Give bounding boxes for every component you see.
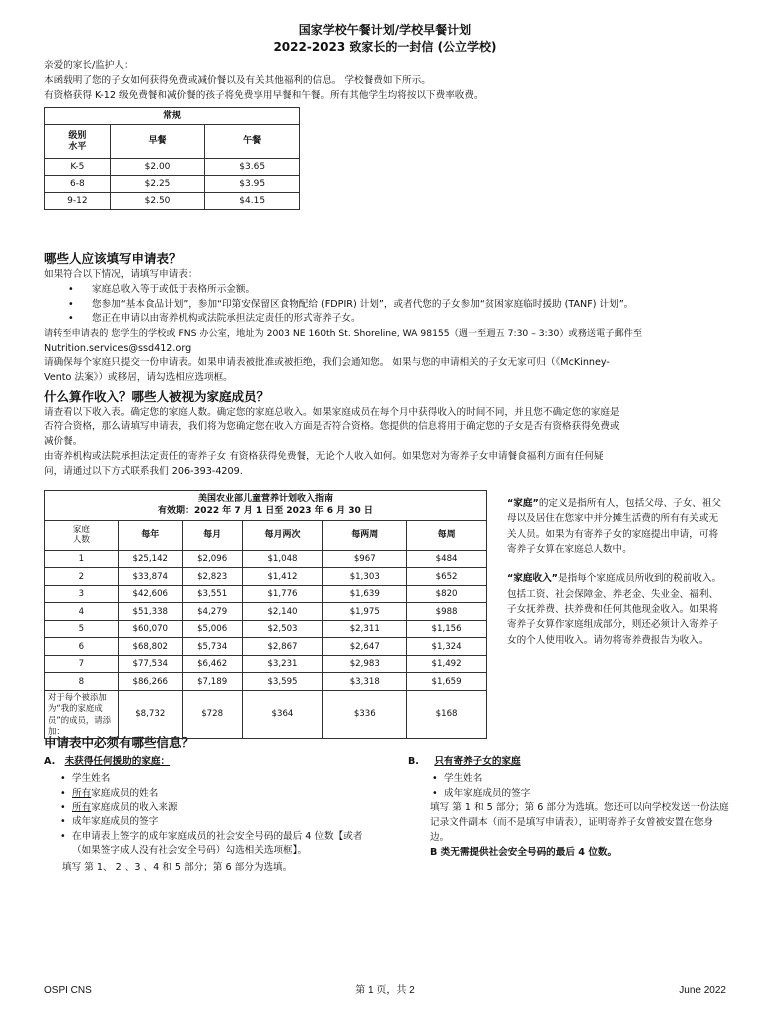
income-cell: $2,647	[323, 638, 407, 656]
income-header-size: 家庭 人数	[45, 520, 119, 550]
meal-header-lunch: 午餐	[205, 125, 300, 159]
section-b-label: B.	[408, 756, 419, 768]
section-heading-income: 什么算作收入？哪些人被视为家庭成员？	[44, 389, 270, 405]
section-a	[44, 755, 364, 875]
income-cell: $2,983	[323, 655, 407, 673]
section-b-bold-note: B 类无需提供社会安全号码的最后 4 位数。	[430, 846, 618, 858]
income-cell: $336	[323, 690, 407, 738]
income-extra-label: 对于每个被添加为“我的家庭成员”的成员，请添加：	[45, 690, 119, 738]
income-cell: $1,492	[407, 655, 487, 673]
income-paragraph-line: 减价餐。	[44, 436, 83, 448]
once-per-household-1: 请确保每个家庭只提交一份申请表。如果申请表被批准或被拒绝，我们会通知您。 如果与您的申请相关的子女无家可归（《McKinney-	[44, 357, 610, 369]
income-cell: $967	[323, 550, 407, 568]
table-row	[45, 638, 487, 656]
section-heading-who: 哪些人应该填写申请表？	[44, 251, 182, 267]
list-item: • 学生姓名	[430, 772, 728, 786]
document-title	[44, 22, 726, 57]
income-cell: $3,595	[242, 673, 323, 691]
income-cell: $1,639	[323, 585, 407, 603]
income-cell: $1,659	[407, 673, 487, 691]
income-cell: $51,338	[118, 603, 182, 621]
meal-cell: 9-12	[45, 193, 111, 210]
income-definition	[507, 571, 727, 648]
income-cell: 8	[45, 673, 119, 691]
section-b-list	[430, 772, 728, 801]
income-cell: $86,266	[118, 673, 182, 691]
income-cell: $1,776	[242, 585, 323, 603]
income-header: 每周	[407, 520, 487, 550]
footer-left: OSPI CNS	[44, 985, 92, 996]
income-cell: $2,140	[242, 603, 323, 621]
income-cell: $988	[407, 603, 487, 621]
once-per-household-2: Vento 法案》）或移居，请勾选相应选项框。	[44, 372, 233, 384]
income-cell: $168	[407, 690, 487, 738]
income-paragraph-line: 否符合资格，那么请填写申请表，我们将为您确定您在收入方面是否符合资格。您提供的信息将用于确定您的子女是否有资格获得免费或	[44, 421, 620, 433]
greeting: 亲爱的家长/监护人：	[44, 59, 134, 71]
section-a-title: 未获得任何援助的家庭：	[64, 756, 171, 768]
income-cell: $33,874	[118, 568, 182, 586]
list-item-text: 家庭成员的收入来源	[91, 802, 178, 814]
emphasis-all: 所有	[72, 802, 92, 814]
who-criteria-list	[44, 283, 726, 328]
income-header: 每两周	[323, 520, 407, 550]
income-cell: 1	[45, 550, 119, 568]
list-item: • 家庭总收入等于或低于表格所示金额。	[62, 283, 726, 298]
table-row	[45, 620, 487, 638]
title-line-1: 国家学校午餐计划/学校早餐计划	[298, 23, 472, 37]
income-cell: $652	[407, 568, 487, 586]
section-a-heading	[44, 755, 364, 770]
income-cell: $3,231	[242, 655, 323, 673]
footer-right: June 2022	[679, 985, 726, 996]
who-lead: 如果符合以下情况，请填写申请表：	[44, 268, 198, 280]
section-b-note: 填写 第 1 和 5 部分；第 6 部分为选填。您还可以向学校发送一份法庭记录文件副本（而不是填写申请表），证明寄养子女曾被安置在您身边。	[430, 802, 729, 843]
income-cell: $6,462	[182, 655, 242, 673]
income-cell: $728	[182, 690, 242, 738]
income-cell: $2,311	[323, 620, 407, 638]
meal-cell: K-5	[45, 159, 111, 176]
list-item: • 您参加“基本食品计划”，参加“印第安保留区食物配给 (FDPIR) 计划”，或者代您的子女参加“贫困家庭临时援助 (TANF) 计划”。	[62, 298, 726, 313]
income-cell: 6	[45, 638, 119, 656]
income-cell: $5,006	[182, 620, 242, 638]
family-definition-text: 的定义是指所有人，包括父母、子女、祖父母以及居住在您家中并分摊生活费的所有有关或无关人员。如果为有寄养子女的家庭提出申请，可将寄养子女算在家庭总人数中。	[507, 497, 722, 555]
income-header: 每月	[182, 520, 242, 550]
footer-page-number: 第 1 页，共 2	[355, 985, 415, 996]
section-b-heading	[408, 755, 728, 770]
table-row	[45, 603, 487, 621]
income-header: 每年	[118, 520, 182, 550]
income-cell: $2,867	[242, 638, 323, 656]
income-cell: 2	[45, 568, 119, 586]
income-cell: $68,802	[118, 638, 182, 656]
income-cell: $1,303	[323, 568, 407, 586]
income-cell: $42,606	[118, 585, 182, 603]
intro-paragraph-1: 本函载明了您的子女如何获得免费或减价餐以及有关其他福利的信息。 学校餐费如下所示。	[44, 74, 431, 86]
table-row	[45, 655, 487, 673]
income-cell: $3,318	[323, 673, 407, 691]
table-row	[45, 550, 487, 568]
submit-email: Nutrition.services@ssd412.org	[44, 342, 192, 354]
section-b-title: 只有寄养子女的家庭	[434, 756, 521, 768]
section-a-note: 填写 第 1、 2 、3 、4 和 5 部分；第 6 部分为选填。	[62, 861, 293, 873]
income-cell: $2,503	[242, 620, 323, 638]
meal-cell: $4.15	[205, 193, 300, 210]
meal-cell: $3.65	[205, 159, 300, 176]
income-cell: $2,823	[182, 568, 242, 586]
income-cell: $1,156	[407, 620, 487, 638]
foster-paragraph-line: 由寄养机构或法院承担法定责任的寄养子女 有资格获得免费餐，无论个人收入如何。如果您对为寄养子女申请餐食福利方面有任何疑	[44, 451, 604, 463]
income-cell: $3,551	[182, 585, 242, 603]
title-line-2: 2022-2023 致家长的一封信 (公立学校)	[273, 40, 497, 55]
meal-cell: 6-8	[45, 176, 111, 193]
submit-address: 请转至申请表的 您学生的学校或 FNS 办公室，地址为 2003 NE 160th St. Shoreline, WA 98155（週一至週五 7:30 – 3:30）或務送電子郵件至	[44, 328, 643, 340]
income-cell: $4,279	[182, 603, 242, 621]
income-term: “家庭收入”	[507, 573, 558, 585]
list-item	[58, 801, 364, 815]
family-term: “家庭”	[507, 497, 539, 509]
income-cell: $77,534	[118, 655, 182, 673]
meal-header-breakfast: 早餐	[110, 125, 205, 159]
income-table-caption-1: 美国农业部儿童营养计划收入指南	[197, 493, 333, 504]
table-row	[45, 159, 300, 176]
meal-price-table	[44, 107, 300, 210]
income-header: 每月两次	[242, 520, 323, 550]
list-item: • 成年家庭成员的签字	[430, 787, 728, 801]
income-cell: $1,412	[242, 568, 323, 586]
meal-cell: $2.00	[110, 159, 205, 176]
meal-header-grade: 级别 水平	[45, 125, 111, 159]
income-table-caption-2: 有效期：2022 年 7 月 1 日至 2023 年 6 月 30 日	[158, 506, 373, 517]
income-cell: $1,324	[407, 638, 487, 656]
income-cell: 4	[45, 603, 119, 621]
section-a-list	[58, 772, 364, 858]
list-item: • 您正在申请以由寄养机构或法院承担法定责任的形式寄养子女。	[62, 312, 726, 327]
income-cell: 3	[45, 585, 119, 603]
table-row	[45, 568, 487, 586]
income-cell: $2,096	[182, 550, 242, 568]
income-cell: $7,189	[182, 673, 242, 691]
income-guideline-table	[44, 490, 487, 739]
table-row	[45, 585, 487, 603]
table-row	[45, 176, 300, 193]
income-paragraph-line: 请查看以下收入表。确定您的家庭人数。确定您的家庭总收入。如果家庭成员在每个月中获得收入的时间不同，并且您不确定您的家庭是	[44, 406, 620, 418]
emphasis-all: 所有	[72, 787, 92, 799]
section-b	[408, 755, 728, 860]
foster-paragraph-line: 问，请通过以下方式联系我们 206-393-4209.	[44, 466, 243, 478]
income-cell: $364	[242, 690, 323, 738]
family-definition	[507, 496, 727, 557]
list-item: • 成年家庭成员的签字	[58, 815, 364, 829]
meal-cell: $3.95	[205, 176, 300, 193]
list-item: • 学生姓名	[58, 772, 364, 786]
table-row	[45, 673, 487, 691]
meal-cell: $2.50	[110, 193, 205, 210]
meal-table-caption: 常规	[45, 108, 300, 125]
intro-paragraph-2: 有资格获得 K-12 级免费餐和减价餐的孩子将免费享用早餐和午餐。所有其他学生均将按以下费率收费。	[44, 89, 484, 101]
income-cell: $1,975	[323, 603, 407, 621]
income-definition-text: 是指每个家庭成员所收到的税前收入。包括工资、社会保障金、养老金、失业金、福利、 子女抚养费、扶养费和任何其他现金收入。如果将寄养子女算作家庭组成部分，则还必须计入寄养子女的个人使用收入。请勿将寄养费报告为收入。	[507, 573, 722, 646]
income-cell: $1,048	[242, 550, 323, 568]
section-a-label: A.	[44, 756, 56, 768]
income-cell: $25,142	[118, 550, 182, 568]
meal-cell: $2.25	[110, 176, 205, 193]
table-row	[45, 193, 300, 210]
income-cell: $8,732	[118, 690, 182, 738]
income-cell: $484	[407, 550, 487, 568]
list-item: • 在申请表上签字的成年家庭成员的社会安全号码的最后 4 位数【或者（如果签字成人没有社会安全号码）勾选相关选项框】。	[58, 830, 364, 859]
list-item-text: 家庭成员的姓名	[91, 787, 159, 799]
income-cell: 7	[45, 655, 119, 673]
income-cell: 5	[45, 620, 119, 638]
table-row	[45, 690, 487, 738]
income-cell: $60,070	[118, 620, 182, 638]
list-item	[58, 787, 364, 801]
definitions-note	[507, 496, 727, 648]
income-table-caption	[45, 490, 487, 520]
section-heading-required: 申请表中必须有哪些信息？	[44, 734, 195, 750]
income-cell: $820	[407, 585, 487, 603]
income-cell: $5,734	[182, 638, 242, 656]
